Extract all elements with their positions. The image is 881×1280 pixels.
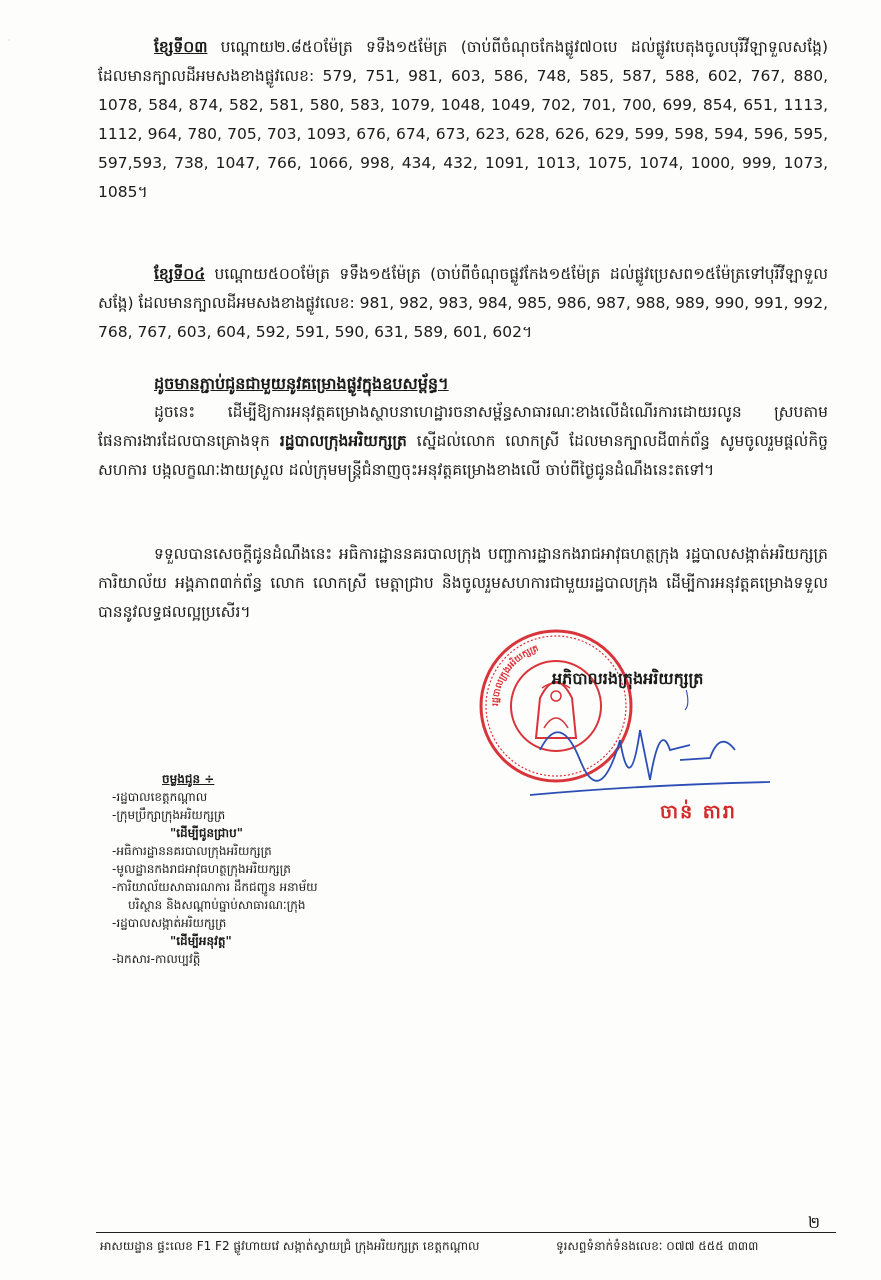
authority-name: រដ្ឋបាលក្រុងអរិយក្សត្រ	[279, 432, 407, 450]
road-label-03: ខ្សែទី០៣	[154, 38, 208, 56]
cc-item: -រដ្ឋបាលសង្កាត់អរិយក្សត្រ	[112, 916, 227, 930]
footer-phone: ទូរសព្ទទំនាក់ទំនងលេខៈ ០៧៧ ៥៥៥ ៣៣៣	[556, 1239, 759, 1253]
cc-item: -អធិការដ្ឋាននគរបាលក្រុងអរិយក្សត្រ	[112, 844, 272, 858]
road-label-04: ខ្សែទី០៤	[154, 265, 206, 283]
road-section-04	[98, 260, 828, 347]
request-paragraph	[98, 398, 828, 485]
footer-address: អាសយដ្ឋាន ផ្ទះលេខ F1 F2 ផ្លូវហាយវេ សង្កាត់ស្វាយជ្រំ ក្រុងអរិយក្សត្រ ខេត្តកណ្តាល	[100, 1239, 480, 1253]
cc-item: -ការិយាល័យសាធារណការ ដឹកជញ្ជូន អនាម័យ	[112, 880, 318, 894]
copy-list-title: ចម្លងជូន ÷	[162, 772, 215, 786]
road-section-03	[98, 33, 828, 207]
seal-ring-text: រដ្ឋបាលក្រុងអរិយក្សត្រ	[490, 643, 541, 707]
cc-item: -ឯកសារ-កាលប្បវត្តិ	[112, 952, 201, 966]
cc-item-continuation: បរិស្ថាន និងសណ្តាប់ធ្នាប់សាធារណៈក្រុង	[128, 898, 306, 912]
road-text-03: បណ្តោយ២.៨៥០ម៉ែត្រ ទទឹង១៥ម៉ែត្រ (ចាប់ពីចំណុចកែងផ្លូវ៧០បេ ដល់ផ្លូវបេតុងចូលបុរីវីឡាទួលសង្កែ) ដែលមានក្បាលដីអមសងខាងផ្លូវលេខ: 579, 751, 981, 603, 586, 748, 585, 587, 588, 602, 767, 880, 1078, 584, 874, 582, 581, 580, 583, 1079, 1048, 1049, 702, 701, 700, 699, 854, 651, 1113, 1112, 964, 780, 705, 703, 1093, 676, 674, 673, 623, 628, 626, 629, 599, 598, 594, 596, 595, 597,593, 738, 1047, 766, 1066, 998, 434, 432, 1091, 1013, 1075, 1074, 1000, 999, 1073, 1085។	[98, 38, 828, 201]
copy-distribution-list	[112, 770, 412, 968]
cc-purpose-note: "ដើម្បីជូនជ្រាប"	[170, 826, 243, 840]
request-text-a: ដូចនេះ ដើម្បីឱ្យការអនុវត្តគម្រោងស្ថាបនាហេដ្ឋារចនាសម្ព័ន្ធសាធារណៈខាងលើដំណើរការដោយរលូន ស្របតាមផែនការងារដែលបានគ្រោងទុក	[98, 403, 828, 450]
request-text-b: ស្នើដល់លោក លោកស្រី ដែលមានក្បាលដី៣ក់ព័ន្ធ សូមចូលរួមផ្តល់កិច្ចសហការ បង្កលក្ខណៈងាយស្រួល ដល់ក្រុមមន្ត្រីជំនាញចុះអនុវត្តគម្រោងខាងលើ ចាប់ពីថ្ងៃជូនដំណឹងនេះតទៅ។	[98, 432, 828, 479]
attachment-heading: ដូចមានភ្ជាប់ជូនជាមួយនូវគម្រោងផ្លូវក្នុងឧបសម្ព័ន្ធ។	[154, 374, 449, 393]
signatory-name: ចាន់ តារា	[660, 801, 737, 823]
footer-divider	[96, 1232, 836, 1233]
road-text-04: បណ្តោយ៥០០ម៉ែត្រ ទទឹង១៥ម៉ែត្រ (ចាប់ពីចំណុចផ្លូវកែង១៥ម៉ែត្រ ដល់ផ្លូវប្រេសព១៥ម៉ែត្រទៅបុរីវីឡាទួលសង្កែ) ដែលមានក្បាលដីអមសងខាងផ្លូវលេខ: 981, 982, 983, 984, 985, 986, 987, 988, 989, 990, 991, 992, 768, 767, 603, 604, 592, 591, 590, 631, 589, 601, 602។	[98, 265, 828, 341]
handwritten-signature	[520, 690, 780, 810]
notice-paragraph: ទទួលបានសេចក្តីជូនដំណឹងនេះ អធិការដ្ឋាននគរបាលក្រុង បញ្ជាការដ្ឋានកងរាជអាវុធហត្ថក្រុង រដ្ឋបាលសង្កាត់អរិយក្សត្រ ការិយាល័យ អង្គភាព៣ក់ព័ន្ធ លោក លោកស្រី មេត្តាជ្រាប និងចូលរួមសហការជាមួយរដ្ឋបាលក្រុង ដើម្បីការអនុវត្តគម្រោងទទួលបាននូវលទ្ធផលល្អប្រសើរ។	[98, 545, 828, 621]
page-number: ២	[808, 1213, 821, 1232]
scan-speck: ·	[8, 36, 11, 45]
cc-item: -រដ្ឋបាលខេត្តកណ្តាល	[112, 790, 208, 804]
cc-item: -ក្រុមប្រឹក្សាក្រុងអរិយក្សត្រ	[112, 808, 226, 822]
signatory-title: អភិបាលរងក្រុងអរិយក្សត្រ	[552, 669, 704, 688]
cc-purpose-note: "ដើម្បីអនុវត្ត"	[170, 934, 232, 948]
cc-item: -មូលដ្ឋានកងរាជអាវុធហត្ថក្រុងអរិយក្សត្រ	[112, 862, 291, 876]
